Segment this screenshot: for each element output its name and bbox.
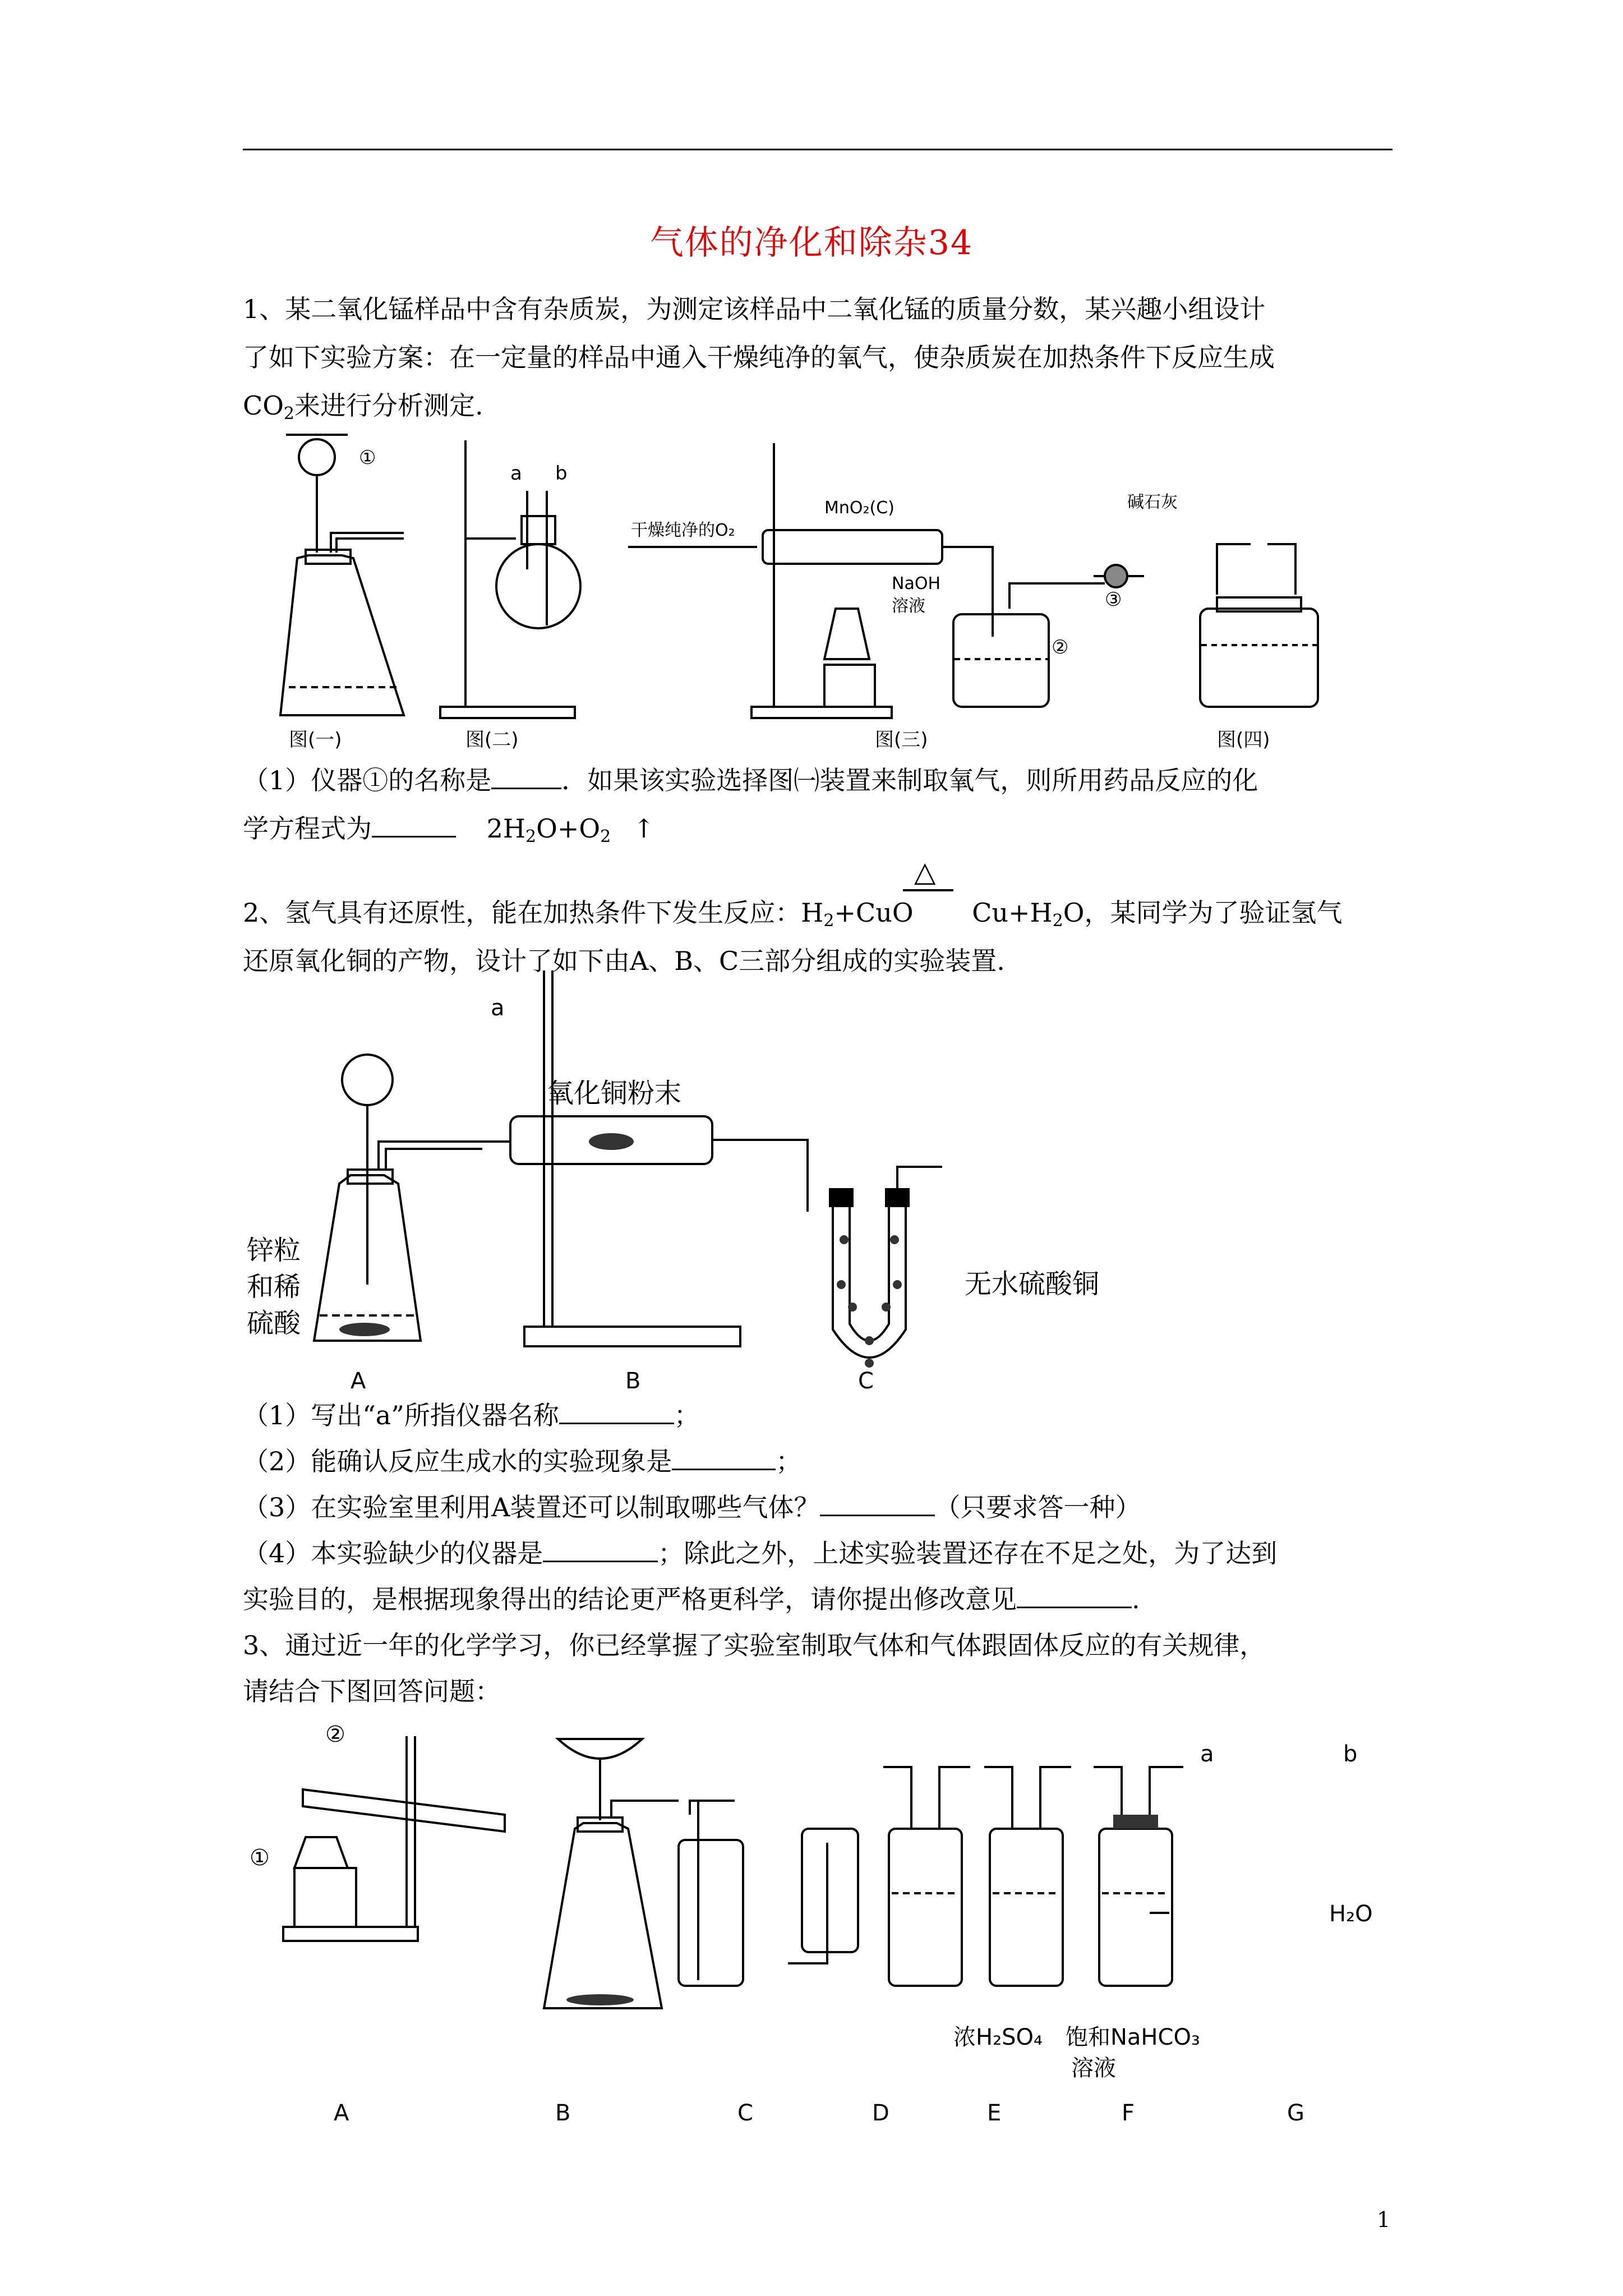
q2-sub4-blank[interactable] xyxy=(543,1538,658,1562)
fig1-conical-flask xyxy=(280,555,404,715)
fig3-lime-label: 碱石灰 xyxy=(1127,493,1178,512)
q1-eq-2h: 2H xyxy=(486,813,526,844)
a-stand-base xyxy=(283,1927,418,1941)
fig-zn-label-1: 锌粒 xyxy=(247,1235,301,1266)
q1-eq-arrow: ↑ xyxy=(633,813,655,844)
q1-sub1-blank[interactable] xyxy=(491,765,561,789)
a-test-tube xyxy=(303,1789,505,1832)
q2-sub4-line2 xyxy=(243,1579,1140,1616)
header-rule xyxy=(243,149,1393,150)
q3-h2o: H₂O xyxy=(1329,1901,1373,1927)
fig2-port-b: b xyxy=(555,462,568,485)
fig3-combustion-tube xyxy=(763,530,942,564)
q3-letter-f: F xyxy=(1122,2100,1135,2126)
q3-marker-1: ① xyxy=(250,1845,270,1871)
fig-zn-label-2: 和稀 xyxy=(247,1271,301,1303)
q1-apparatus-figure xyxy=(264,424,1413,754)
q3-e-label: 浓H₂SO₄ xyxy=(953,2024,1043,2050)
page-title: 气体的净化和除杂34 xyxy=(649,223,974,263)
q3-port-b: b xyxy=(1343,1741,1358,1767)
q2-sub3-a: （3）在实验室里利用A装置还可以制取哪些气体？ xyxy=(243,1492,820,1522)
a-funnel-bulb xyxy=(342,1055,393,1105)
q3-letter-d: D xyxy=(872,2100,889,2126)
fig3-stand-base xyxy=(751,707,892,718)
q2-apparatus-figure xyxy=(241,970,1195,1408)
b-stand-base xyxy=(524,1327,740,1346)
q2-delta: △ xyxy=(914,855,936,888)
fig-label-3: 图(三) xyxy=(875,729,928,751)
q2-sub4-line2-blank[interactable] xyxy=(1017,1584,1132,1608)
fig1-marker: ① xyxy=(359,447,376,469)
q3-letter-a: A xyxy=(334,2100,349,2126)
q1-stem-line2: 了如下实验方案：在一定量的样品中通入干燥纯净的氧气，使杂质炭在加热条件下反应生成 xyxy=(243,342,1275,372)
q2-stem-c: Cu+H xyxy=(972,898,1053,928)
g-water-bottle xyxy=(1099,1829,1172,1986)
q2-sub2-blank[interactable] xyxy=(672,1446,776,1470)
q1-sub1-eq-prefix: 学方程式为 xyxy=(243,813,372,844)
d-inverted-bottle xyxy=(802,1829,858,1952)
q2-sub1 xyxy=(243,1395,700,1432)
f-wash-bottle xyxy=(990,1829,1063,1986)
q3-marker-2: ② xyxy=(325,1722,345,1747)
b-conical-flask xyxy=(544,1823,662,2008)
fig3-solution: 溶液 xyxy=(892,596,925,616)
q2-stem-b: +CuO xyxy=(834,898,914,928)
q2-sub3 xyxy=(243,1487,1141,1524)
q2-stem-d: O，某同学为了验证氢气 xyxy=(1063,898,1343,928)
q1-stem-line1: 1、某二氧化锰样品中含有杂质炭，为测定该样品中二氧化锰的质量分数，某兴趣小组设计 xyxy=(243,294,1266,324)
q3-port-a: a xyxy=(1200,1741,1214,1767)
q1-eq-o: O+O xyxy=(536,813,601,844)
q3-f-label2: 溶液 xyxy=(1071,2055,1116,2081)
q2-sub4-b: ；除此之外，上述实验装置还存在不足之处，为了达到 xyxy=(658,1538,1278,1568)
q1-co-sub: 2 xyxy=(283,404,295,424)
q3-stem-line1: 3、通过近一年的化学学习，你已经掌握了实验室制取气体和气体跟固体反应的有关规律， xyxy=(243,1630,1266,1660)
q3-letter-e: E xyxy=(987,2100,1002,2126)
fig3-marker-2: ② xyxy=(1052,636,1069,659)
e-wash-bottle xyxy=(889,1829,962,1986)
q2-stem-line2: 还原氧化铜的产物，设计了如下由A、B、C三部分组成的实验装置. xyxy=(243,946,1005,976)
fig1-funnel-bulb xyxy=(299,439,335,475)
q2-stem-a: 2、氢气具有还原性，能在加热条件下发生反应：H xyxy=(243,898,824,928)
q2-sub1-a: （1）写出“a”所指仪器名称 xyxy=(243,1400,559,1430)
fig3-marker-3: ③ xyxy=(1105,588,1122,611)
fig3-wash-bottle xyxy=(953,614,1049,707)
fig3-naoh: NaOH xyxy=(892,574,940,593)
q2-sub1-b: ； xyxy=(674,1400,700,1430)
q1-stem-end: 来进行分析测定. xyxy=(294,390,483,421)
q2-stem-line1 xyxy=(243,892,1342,931)
q2-sub2-b: ； xyxy=(776,1446,802,1476)
fig-cuso4-label: 无水硫酸铜 xyxy=(965,1268,1100,1300)
fig-cuo-label: 氧化铜粉末 xyxy=(547,1078,682,1109)
fig-a-pointer-label: a xyxy=(491,995,505,1021)
fig-label-1: 图(一) xyxy=(289,729,342,751)
q2-sub4-line2-a: 实验目的，是根据现象得出的结论更严格更科学，请你提出修改意见 xyxy=(243,1584,1017,1614)
q2-sub2-a: （2）能确认反应生成水的实验现象是 xyxy=(243,1446,672,1476)
q1-sub1-eq-blank[interactable] xyxy=(372,813,456,838)
q3-letter-c: C xyxy=(737,2100,753,2126)
q1-eq-sub1: 2 xyxy=(525,827,537,846)
fig2-port-a: a xyxy=(510,462,522,485)
q2-sub4-line1 xyxy=(243,1533,1277,1570)
q2-reaction-bar xyxy=(903,889,953,891)
q3-letter-g: G xyxy=(1287,2100,1304,2126)
q2-stem-sub2: 2 xyxy=(1052,911,1063,931)
fig-label-4: 图(四) xyxy=(1217,729,1270,751)
q2-sub3-b: （只要求答一种） xyxy=(934,1492,1141,1522)
q1-sub1-a: （1）仪器①的名称是 xyxy=(243,765,492,795)
fig-zn-label-3: 硫酸 xyxy=(247,1308,301,1339)
q3-letter-b: B xyxy=(555,2100,571,2126)
fig3-lime-tube xyxy=(1105,565,1127,587)
q1-sub1-line2 xyxy=(243,808,654,846)
fig-label-2: 图(二) xyxy=(465,729,519,751)
fig3-tube-label: MnO₂(C) xyxy=(824,498,895,518)
q1-co: CO xyxy=(243,390,284,421)
q1-sub1-line1 xyxy=(243,760,1258,797)
page-number: 1 xyxy=(1377,2207,1391,2232)
fig4-gas-bottle xyxy=(1200,609,1318,707)
q2-sub4-a: （4）本实验缺少的仪器是 xyxy=(243,1538,543,1568)
q2-sub1-blank[interactable] xyxy=(559,1400,674,1424)
fig-section-b: B xyxy=(625,1368,641,1394)
q1-sub1-b: ．如果该实验选择图㈠装置来制取氧气，则所用药品反应的化 xyxy=(561,765,1258,795)
a-alcohol-lamp xyxy=(294,1837,348,1868)
q1-eq-sub2: 2 xyxy=(600,827,611,846)
fig-section-c: C xyxy=(858,1368,874,1394)
q3-f-label1: 饱和NaHCO₃ xyxy=(1066,2024,1200,2050)
c-gas-bottle xyxy=(679,1840,743,1986)
fig-section-a: A xyxy=(351,1368,366,1394)
fig2-stand-base xyxy=(440,707,575,718)
q2-sub2 xyxy=(243,1441,801,1478)
q3-stem-line2: 请结合下图回答问题： xyxy=(243,1676,501,1706)
fig2-round-flask xyxy=(496,544,580,628)
fig3-gas-label: 干燥纯净的O₂ xyxy=(631,521,735,540)
q2-sub3-blank[interactable] xyxy=(820,1492,935,1516)
q2-stem-sub1: 2 xyxy=(823,911,834,931)
q1-stem-line3 xyxy=(243,385,483,424)
q3-apparatus-figure xyxy=(241,1717,1430,2126)
q2-sub4-line2-b: . xyxy=(1132,1584,1140,1614)
fig3-burner xyxy=(824,609,869,659)
b-separatory-funnel xyxy=(558,1739,642,1759)
